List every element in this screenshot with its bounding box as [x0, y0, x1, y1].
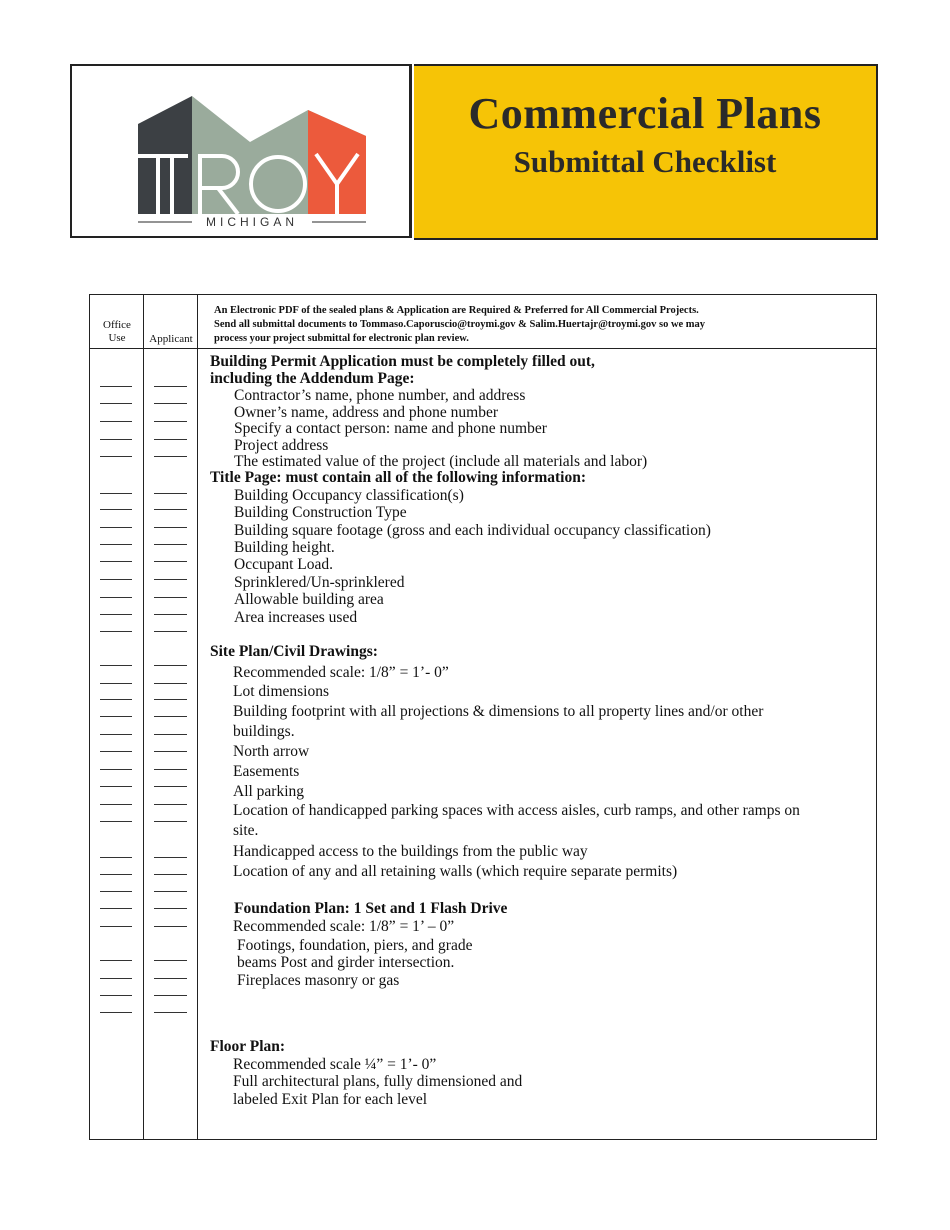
checklist-item: Recommended scale: 1/8” = 1’ – 0”	[233, 918, 455, 935]
applicant-blank[interactable]	[154, 561, 187, 562]
checklist-item: Building square footage (gross and each individual occupancy classification)	[234, 522, 711, 539]
applicant-blank[interactable]	[154, 544, 187, 545]
applicant-blank[interactable]	[154, 439, 187, 440]
office-use-blank[interactable]	[100, 995, 132, 996]
office-use-blank[interactable]	[100, 960, 132, 961]
applicant-blank[interactable]	[154, 456, 187, 457]
office-use-blank[interactable]	[100, 579, 132, 580]
logo-state-text: MICHIGAN	[206, 215, 298, 229]
checklist-item: Sprinklered/Un-sprinklered	[234, 574, 405, 591]
notice-line: Send all submittal documents to Tommaso.Caporuscio@troymi.gov & Salim.Huertajr@troymi.gov so we may	[214, 319, 706, 330]
office-use-blank[interactable]	[100, 631, 132, 632]
applicant-blank[interactable]	[154, 734, 187, 735]
applicant-blank[interactable]	[154, 493, 187, 494]
section-heading: Title Page: must contain all of the following information:	[210, 469, 586, 486]
checklist-item: Fireplaces masonry or gas	[237, 972, 400, 989]
troy-logo	[72, 66, 410, 236]
office-use-blank[interactable]	[100, 386, 132, 387]
applicant-blank[interactable]	[154, 683, 187, 684]
checklist-content	[210, 295, 876, 1139]
office-use-blank[interactable]	[100, 891, 132, 892]
applicant-header: Applicant	[149, 333, 193, 345]
checklist-item: Project address	[234, 437, 329, 454]
checklist-item: Area increases used	[234, 609, 358, 626]
checklist-item: Specify a contact person: name and phone number	[234, 420, 547, 437]
column-divider	[197, 295, 198, 1139]
checklist-item: site.	[233, 822, 259, 839]
office-use-blank[interactable]	[100, 493, 132, 494]
applicant-blank[interactable]	[154, 716, 187, 717]
checklist-item: The estimated value of the project (include all materials and labor)	[234, 453, 648, 470]
applicant-blank[interactable]	[154, 821, 187, 822]
checklist-item: Handicapped access to the buildings from the public way	[233, 843, 588, 860]
applicant-blank[interactable]	[154, 597, 187, 598]
office-use-blank[interactable]	[100, 683, 132, 684]
checklist-item: Building height.	[234, 539, 335, 556]
checklist-item: Full architectural plans, fully dimensioned and	[233, 1073, 523, 1090]
section-heading: Foundation Plan: 1 Set and 1 Flash Drive	[234, 900, 508, 917]
applicant-blank[interactable]	[154, 978, 187, 979]
office-use-blank[interactable]	[100, 751, 132, 752]
page-subtitle: Submittal Checklist	[513, 144, 777, 179]
applicant-blank[interactable]	[154, 751, 187, 752]
applicant-blank[interactable]	[154, 421, 187, 422]
office-use-blank[interactable]	[100, 665, 132, 666]
checklist-item: North arrow	[233, 743, 310, 760]
applicant-blank[interactable]	[154, 857, 187, 858]
office-use-blank[interactable]	[100, 544, 132, 545]
checklist-item: Lot dimensions	[233, 683, 330, 700]
office-use-blank[interactable]	[100, 978, 132, 979]
applicant-blank[interactable]	[154, 579, 187, 580]
office-use-blank[interactable]	[100, 614, 132, 615]
office-use-header: Office Use	[103, 319, 131, 344]
applicant-blank[interactable]	[154, 665, 187, 666]
checklist-item: beams Post and girder intersection.	[237, 954, 455, 971]
office-use-blank[interactable]	[100, 908, 132, 909]
applicant-blank[interactable]	[154, 891, 187, 892]
office-use-blank[interactable]	[100, 699, 132, 700]
office-use-blank[interactable]	[100, 403, 132, 404]
section-heading: Site Plan/Civil Drawings:	[210, 643, 378, 660]
office-use-blank[interactable]	[100, 561, 132, 562]
office-use-blank[interactable]	[100, 874, 132, 875]
office-use-blank[interactable]	[100, 597, 132, 598]
section-heading: including the Addendum Page:	[210, 370, 415, 387]
section-heading: Floor Plan:	[210, 1038, 286, 1055]
office-use-blank[interactable]	[100, 509, 132, 510]
office-use-blank[interactable]	[100, 1012, 132, 1013]
checklist-item: Building Occupancy classification(s)	[234, 487, 464, 504]
column-divider	[143, 295, 144, 1139]
office-use-blank[interactable]	[100, 421, 132, 422]
checklist-item: Location of any and all retaining walls (which require separate permits)	[233, 863, 678, 880]
applicant-blank[interactable]	[154, 403, 187, 404]
page-title: Commercial Plans	[468, 89, 822, 138]
office-use-blank[interactable]	[100, 716, 132, 717]
applicant-blank[interactable]	[154, 386, 187, 387]
applicant-blank[interactable]	[154, 786, 187, 787]
applicant-blank[interactable]	[154, 699, 187, 700]
applicant-blank[interactable]	[154, 908, 187, 909]
office-use-blank[interactable]	[100, 456, 132, 457]
checklist-item: Building Construction Type	[234, 504, 407, 521]
notice-line: An Electronic PDF of the sealed plans & Application are Required & Preferred for All Commercial Projects.	[214, 305, 699, 316]
checklist-item: Allowable building area	[234, 591, 384, 608]
applicant-blank[interactable]	[154, 804, 187, 805]
applicant-blank[interactable]	[154, 509, 187, 510]
applicant-blank[interactable]	[154, 614, 187, 615]
checklist-item: Footings, foundation, piers, and grade	[237, 937, 473, 954]
logo-panel	[70, 64, 412, 238]
applicant-blank[interactable]	[154, 769, 187, 770]
checklist-item: Location of handicapped parking spaces with access aisles, curb ramps, and other ramps on	[233, 802, 800, 819]
office-use-blank[interactable]	[100, 926, 132, 927]
office-use-blank[interactable]	[100, 804, 132, 805]
office-use-blank[interactable]	[100, 821, 132, 822]
applicant-blank[interactable]	[154, 995, 187, 996]
checklist-table	[89, 294, 877, 1140]
office-use-blank[interactable]	[100, 857, 132, 858]
checklist-item: Contractor’s name, phone number, and address	[234, 387, 526, 404]
title-panel	[414, 64, 878, 240]
applicant-blank[interactable]	[154, 527, 187, 528]
header	[70, 64, 878, 242]
office-use-blank[interactable]	[100, 439, 132, 440]
applicant-blank[interactable]	[154, 631, 187, 632]
checklist-item: Occupant Load.	[234, 556, 333, 573]
applicant-blank[interactable]	[154, 960, 187, 961]
applicant-blank[interactable]	[154, 926, 187, 927]
office-use-blank[interactable]	[100, 786, 132, 787]
checklist-item: Recommended scale: 1/8” = 1’- 0”	[233, 664, 449, 681]
checklist-item: Easements	[233, 763, 300, 780]
applicant-blank[interactable]	[154, 1012, 187, 1013]
office-use-blank[interactable]	[100, 769, 132, 770]
checklist-item: Owner’s name, address and phone number	[234, 404, 498, 421]
checklist-item: Recommended scale ¼” = 1’- 0”	[233, 1056, 437, 1073]
section-heading: Building Permit Application must be completely filled out,	[210, 353, 595, 370]
checklist-item: All parking	[233, 783, 305, 800]
checklist-item: labeled Exit Plan for each level	[233, 1091, 428, 1108]
checklist-item: Building footprint with all projections & dimensions to all property lines and/or other	[233, 703, 764, 720]
office-use-blank[interactable]	[100, 734, 132, 735]
office-use-blank[interactable]	[100, 527, 132, 528]
applicant-blank[interactable]	[154, 874, 187, 875]
notice-line: process your project submittal for electronic plan review.	[214, 333, 469, 344]
checklist-item: buildings.	[233, 723, 295, 740]
